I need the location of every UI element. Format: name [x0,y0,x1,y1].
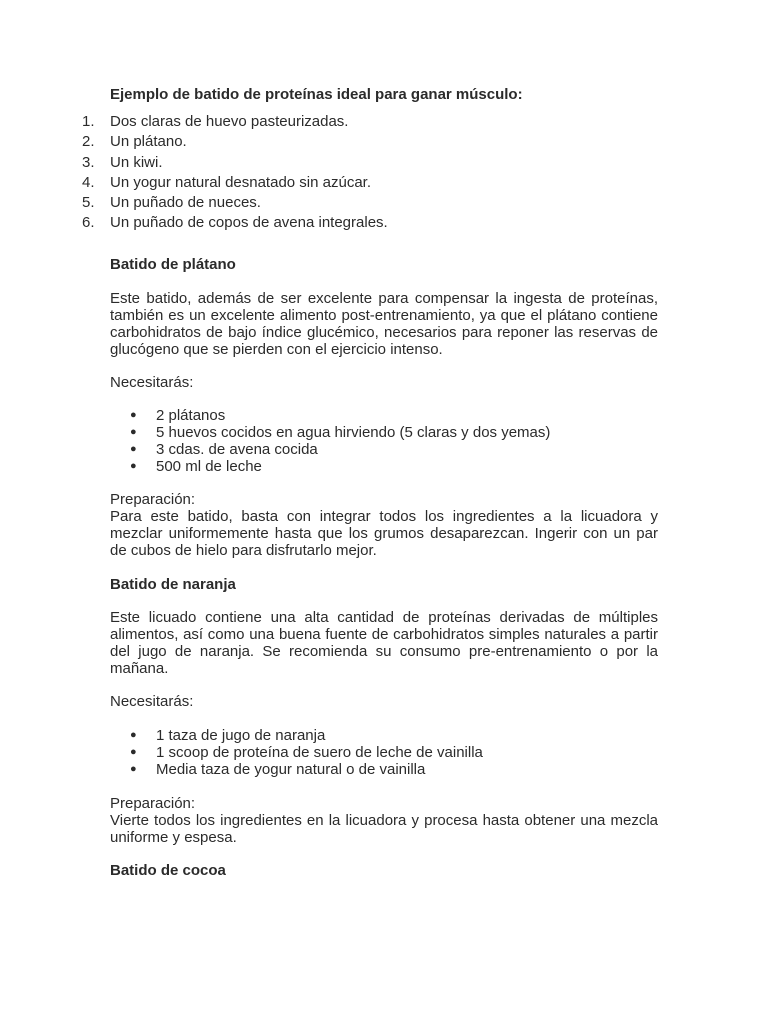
list-item: ● 500 ml de leche [130,458,262,475]
bullet-icon: ● [130,426,137,438]
cocoa-heading: Batido de cocoa [110,862,226,879]
list-item: 5. Un puñado de nueces. [82,194,261,212]
list-item: 2. Un plátano. [82,133,187,151]
list-item: 4. Un yogur natural desnatado sin azúcar. [82,173,371,191]
naranja-prep-text: Vierte todos los ingredientes en la licuadora y procesa hasta obtener una mezcla uniforme y espesa. [110,812,658,846]
bullet-icon: ● [130,746,137,758]
bullet-icon: ● [130,729,137,741]
list-item: 6. Un puñado de copos de avena integrales. [82,214,388,232]
list-item: ● 1 taza de jugo de naranja [130,727,326,744]
platano-ingredients-list [130,407,550,475]
list-item: ● 2 plátanos [130,407,226,424]
naranja-needs-label: Necesitarás: [110,693,194,710]
platano-prep-label: Preparación: [110,491,196,508]
bullet-icon: ● [130,460,137,472]
list-item: ● 1 scoop de proteína de suero de leche de vainilla [130,744,483,761]
naranja-description: Este licuado contiene una alta cantidad de proteínas derivadas de múltiples alimentos, así como una buena fuente de carbohidratos simples naturales a partir del jugo de naranja. Se recomienda su consumo pre-entrenamiento o por la mañana. [110,609,658,677]
naranja-ingredients-list [130,727,483,778]
platano-prep-text: Para este batido, basta con integrar todos los ingredientes a la licuadora y mezclar uniformemente hasta que los grumos desaparezcan. Ingerir con un par de cubos de hielo para disfrutarlo mejor. [110,508,658,559]
intro-numbered-list [82,112,388,234]
naranja-prep-label: Preparación: [110,795,196,812]
bullet-icon: ● [130,443,137,455]
intro-heading: Ejemplo de batido de proteínas ideal para ganar músculo: [110,86,523,103]
list-item: 3. Un kiwi. [82,153,163,171]
list-item: 1. Dos claras de huevo pasteurizadas. [82,113,349,130]
bullet-icon: ● [130,763,137,775]
bullet-icon: ● [130,409,137,421]
list-item: ● Media taza de yogur natural o de vainilla [130,761,426,778]
list-item: ● 3 cdas. de avena cocida [130,441,318,458]
naranja-heading: Batido de naranja [110,576,236,593]
platano-needs-label: Necesitarás: [110,374,194,391]
platano-description: Este batido, además de ser excelente para compensar la ingesta de proteínas, también es un excelente alimento post-entrenamiento, ya que el plátano contiene carbohidratos de bajo índice glucémico, necesarios para reponer las reservas de glucógeno que se pierden con el ejercicio intenso. [110,290,658,358]
platano-heading: Batido de plátano [110,256,236,273]
list-item: ● 5 huevos cocidos en agua hirviendo (5 claras y dos yemas) [130,424,551,441]
